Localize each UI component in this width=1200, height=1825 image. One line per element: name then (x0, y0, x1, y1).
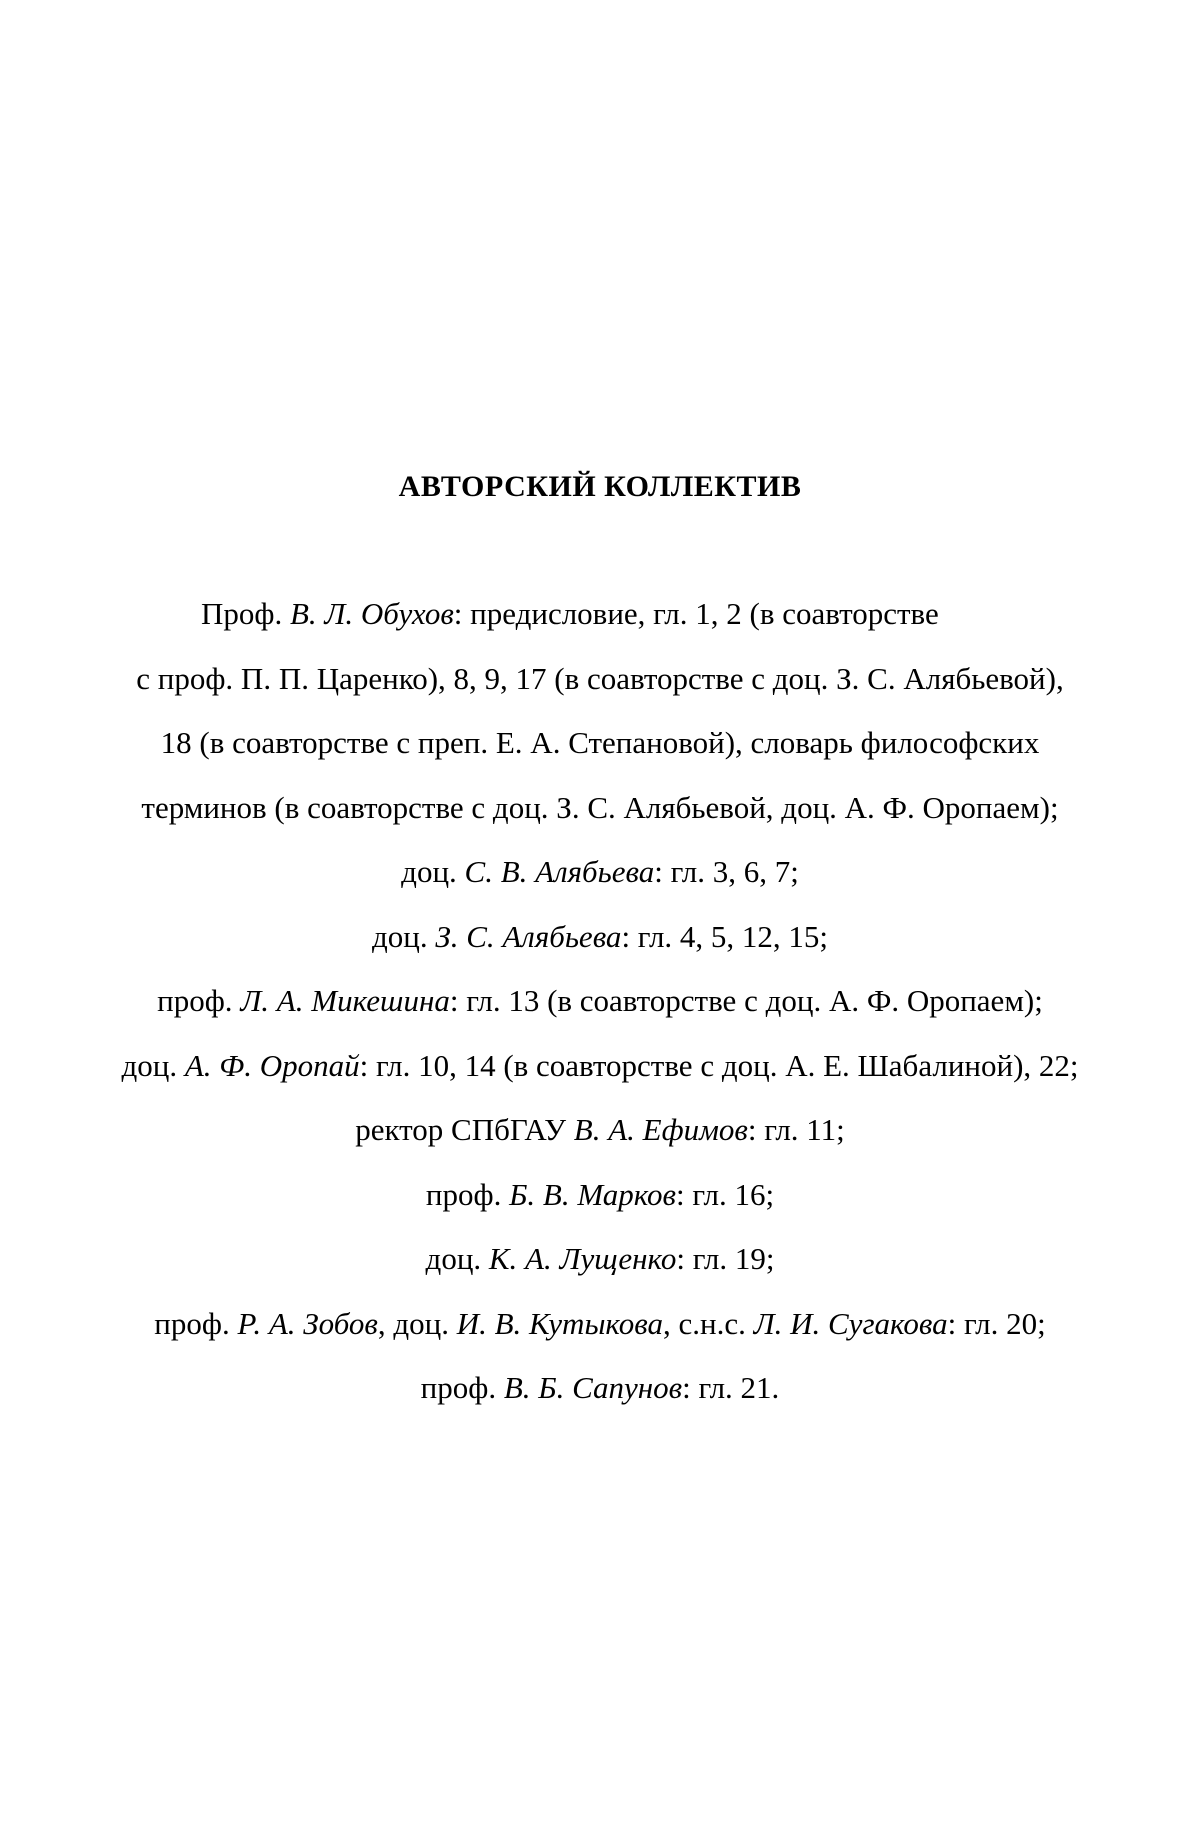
credit-text: : гл. 16; (675, 1176, 775, 1212)
author-name: Л. А. Микешина (240, 983, 450, 1018)
credit-line (100, 588, 1100, 653)
credit-text: : гл. 13 (в соавторстве с доц. А. Ф. Оропаем); (449, 983, 1043, 1018)
author-name: В. Б. Сапунов (503, 1370, 683, 1405)
credit-line (100, 1362, 1100, 1427)
credit-text: доц. (401, 854, 465, 889)
author-name: И. В. Кутыкова (456, 1305, 664, 1341)
author-name: Л. И. Сугакова (753, 1305, 948, 1341)
author-credits (100, 588, 1100, 1427)
author-name: С. В. Алябьева (464, 854, 655, 889)
credit-text: , с.н.с. (663, 1305, 754, 1341)
credit-line (100, 846, 1100, 911)
credit-line (100, 653, 1100, 718)
credit-line (100, 717, 1100, 782)
page-title: АВТОРСКИЙ КОЛЛЕКТИВ (398, 470, 802, 503)
credit-text: : гл. 20; (947, 1305, 1046, 1341)
credit-text: : гл. 3, 6, 7; (654, 854, 799, 889)
author-name: В. А. Ефимов (573, 1112, 748, 1147)
credit-text: , доц. (377, 1305, 457, 1341)
credit-text: проф. (420, 1370, 504, 1405)
credit-text: доц. (371, 918, 436, 954)
credit-line (100, 1298, 1100, 1363)
credit-line (100, 975, 1100, 1040)
credit-text: : гл. 4, 5, 12, 15; (621, 918, 829, 954)
author-name: В. Л. Обухов (289, 596, 454, 631)
credit-text: доц. (425, 1241, 489, 1276)
credit-text: проф. (154, 1305, 238, 1341)
credit-line (100, 1104, 1100, 1169)
credit-line (100, 911, 1100, 976)
credit-text: : гл. 19; (676, 1241, 775, 1276)
credit-text: : гл. 11; (747, 1112, 845, 1147)
author-name: Р. А. Зобов (237, 1305, 378, 1341)
credit-text: ректор СПбГАУ (355, 1112, 574, 1147)
credit-text: : гл. 10, 14 (в соавторстве с доц. А. Е. Шабалиной), 22; (359, 1047, 1079, 1083)
credit-text: доц. (121, 1047, 185, 1083)
credit-text: проф. (157, 983, 241, 1018)
author-name: К. А. Лущенко (488, 1241, 677, 1276)
author-name: Б. В. Марков (509, 1176, 676, 1212)
credit-text: : предисловие, гл. 1, 2 (в соавторстве (453, 596, 939, 631)
credit-line (100, 1233, 1100, 1298)
credit-line (100, 782, 1100, 847)
credit-text: терминов (в соавторстве с доц. З. С. Алябьевой, доц. А. Ф. Оропаем); (141, 789, 1059, 825)
author-name: З. С. Алябьева (435, 918, 622, 954)
author-name: А. Ф. Оропай (184, 1047, 360, 1083)
credit-line (100, 1040, 1100, 1105)
credit-line (100, 1169, 1100, 1234)
credit-text: Проф. (201, 596, 290, 631)
credit-text: с проф. П. П. Царенко), 8, 9, 17 (в соавторстве с доц. З. С. Алябьевой), (136, 660, 1064, 696)
credit-text: : гл. 21. (682, 1370, 780, 1405)
credit-text: проф. (425, 1176, 510, 1212)
credit-text: 18 (в соавторстве с преп. Е. А. Степановой), словарь философских (160, 725, 1040, 760)
